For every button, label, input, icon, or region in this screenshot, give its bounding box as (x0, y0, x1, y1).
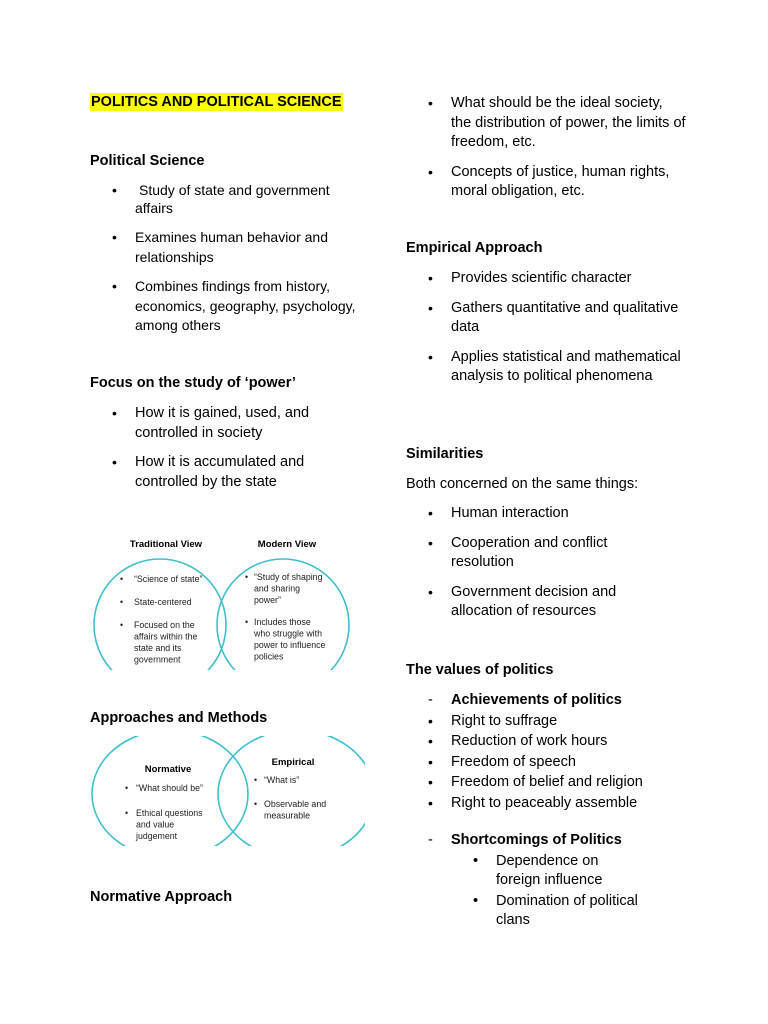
bullet-icon: • (112, 229, 117, 245)
empirical-circle (218, 736, 365, 848)
list-item: • What should be the ideal society, the distribution of power, the limits of freedom, etc. (428, 95, 686, 150)
list-item: • Freedom of belief and religion (406, 773, 726, 793)
bullet-icon: • (428, 348, 433, 365)
modern-view-title: Modern View (257, 539, 317, 550)
list-item: • Reduction of work hours (406, 732, 726, 752)
bullet-icon: • (473, 892, 479, 909)
values-section (406, 691, 726, 932)
similarities-list (406, 504, 666, 632)
achievements-list (406, 712, 726, 814)
svg-text:•: • (245, 617, 249, 627)
values-heading: The values of politics (406, 662, 554, 678)
empirical-title: Empirical (271, 757, 315, 768)
list-item: • Government decision and allocation of resources (428, 583, 617, 619)
list-item: • Freedom of speech (406, 753, 726, 773)
political-science-heading: Political Science (90, 153, 205, 169)
similarities-intro: Both concerned on the same things: (406, 476, 639, 492)
approaches-left-item: Ethical questions and value judgement (136, 808, 203, 841)
shortcomings-label: - Shortcomings of Politics (406, 831, 726, 851)
normative-approach-list (406, 94, 686, 212)
empirical-approach-heading: Empirical Approach (406, 240, 543, 256)
list-item: • Human interaction (406, 504, 666, 524)
approaches-heading: Approaches and Methods (90, 710, 268, 726)
bullet-icon: • (428, 794, 433, 811)
views-left-item: Focused on the affairs within the state and its government (134, 620, 198, 665)
bullet-icon: • (112, 182, 117, 198)
approaches-right-item: Observable and measurable (264, 799, 327, 821)
list-item: • How it is gained, used, and controlled in society (112, 405, 310, 441)
approaches-venn-diagram (90, 736, 365, 848)
list-item: • Provides scientific character (406, 269, 691, 289)
focus-power-list (90, 404, 350, 502)
dash-icon: - (428, 692, 433, 708)
list-item: • Applies statistical and mathematical analysis to political phenomena (428, 348, 681, 384)
views-venn-diagram (90, 530, 365, 675)
dash-icon: - (428, 832, 433, 848)
views-right-item: Includes those who struggle with power to influence policies (254, 617, 326, 662)
normative-approach-heading: Normative Approach (90, 889, 233, 905)
svg-text:•: • (254, 799, 258, 809)
bullet-icon: • (473, 852, 479, 869)
traditional-view-title: Traditional View (129, 539, 203, 550)
list-item: • Combines findings from history, economics, geography, psychology, among others (112, 278, 356, 333)
normative-title: Normative (144, 764, 192, 775)
svg-text:•: • (254, 775, 258, 785)
list-item: • Concepts of justice, human rights, moral obligation, etc. (428, 163, 670, 199)
list-item: • Right to peaceably assemble (406, 794, 726, 814)
focus-power-heading: Focus on the study of ‘power’ (90, 375, 296, 391)
views-left-item: State-centered (134, 597, 192, 607)
similarities-heading: Similarities (406, 446, 484, 462)
bullet-icon: • (428, 753, 433, 770)
bullet-icon: • (428, 299, 433, 316)
list-item: • Right to suffrage (406, 712, 726, 732)
list-item: • Gathers quantitative and qualitative data (428, 299, 679, 335)
achievements-label: - Achievements of politics (406, 691, 726, 711)
bullet-icon: • (112, 454, 117, 470)
political-science-list (90, 181, 360, 336)
svg-text:•: • (120, 620, 124, 630)
bullet-icon: • (428, 733, 433, 749)
list-item: • Study of state and government affairs (112, 182, 330, 216)
shortcomings-list (406, 852, 646, 931)
bullet-icon: • (428, 270, 433, 286)
svg-text:•: • (125, 808, 129, 818)
svg-text:•: • (120, 597, 124, 607)
list-item: • Examines human behavior and relationships (112, 229, 329, 265)
views-left-item: “Science of state” (134, 574, 203, 584)
approaches-left-item: “What should be” (136, 783, 203, 793)
list-item: • Domination of political clans (473, 892, 638, 928)
views-right-item: “Study of shaping and sharing power” (254, 572, 323, 605)
svg-text:•: • (120, 574, 124, 584)
bullet-icon: • (112, 278, 117, 294)
bullet-icon: • (428, 774, 433, 790)
list-item: • Dependence on foreign influence (473, 852, 603, 888)
bullet-icon: • (428, 712, 433, 729)
list-item: • Cooperation and conflict resolution (428, 534, 608, 570)
bullet-icon: • (428, 534, 433, 551)
bullet-icon: • (428, 163, 433, 180)
page-title: POLITICS AND POLITICAL SCIENCE (91, 94, 342, 110)
svg-text:•: • (125, 783, 129, 793)
list-item: • How it is accumulated and controlled by the state (112, 454, 305, 490)
bullet-icon: • (428, 583, 433, 600)
svg-text:•: • (245, 572, 249, 582)
empirical-approach-list (406, 269, 691, 397)
bullet-icon: • (112, 405, 117, 421)
bullet-icon: • (428, 505, 433, 521)
approaches-right-item: “What is” (264, 775, 300, 785)
bullet-icon: • (428, 95, 433, 111)
